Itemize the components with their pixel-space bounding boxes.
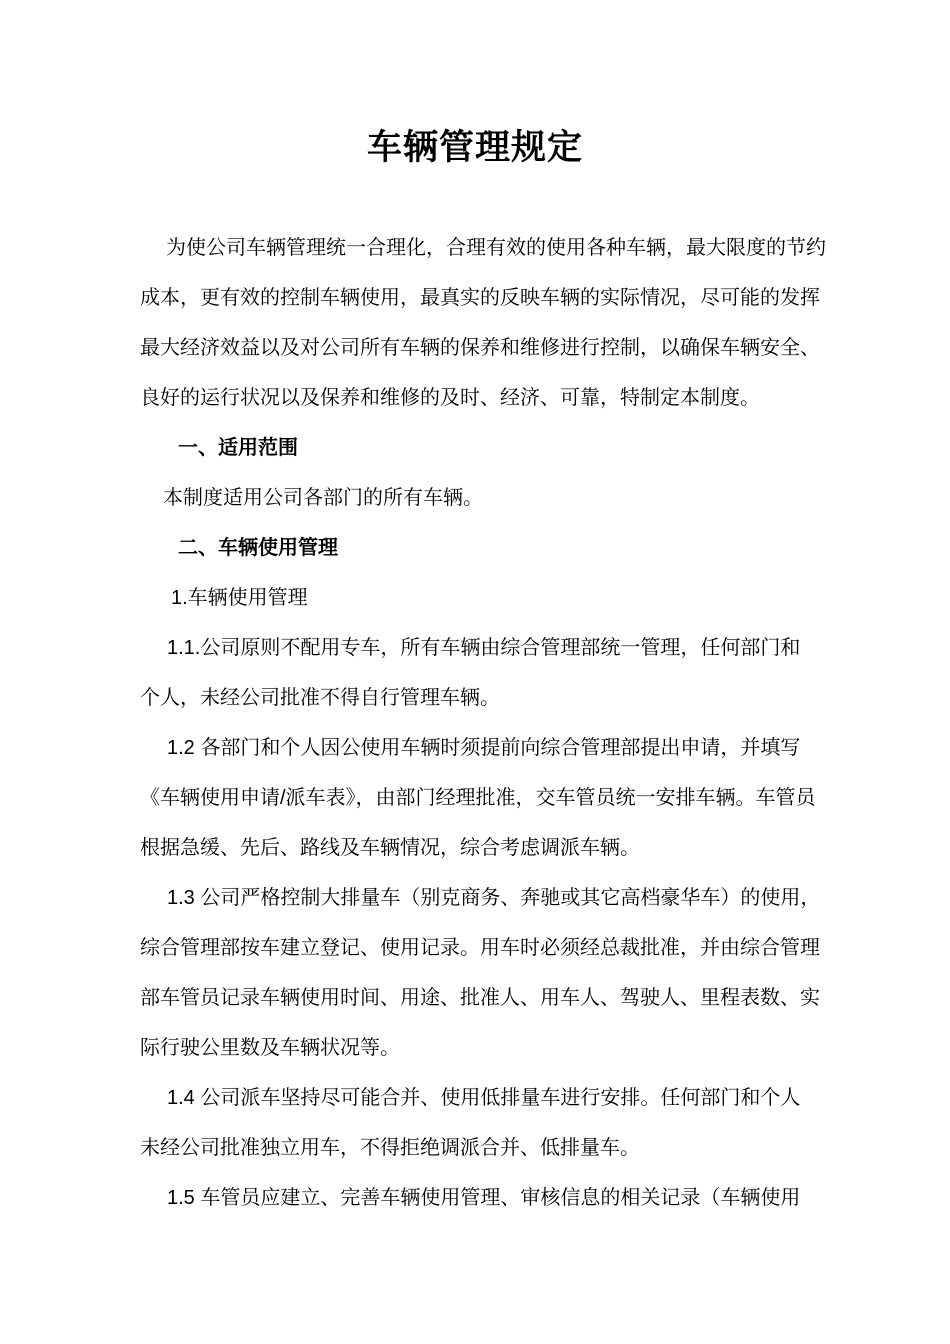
- text-line-14: 1.3 公司严格控制大排量车（别克商务、奔驰或其它高档豪华车）的使用，: [167, 887, 821, 909]
- text-line-3: 最大经济效益以及对公司所有车辆的保养和维修进行控制，以确保车辆安全、: [140, 337, 820, 359]
- document-body: [140, 223, 826, 1223]
- text-line-8: 1.车辆使用管理: [171, 587, 308, 609]
- text-line-19: 未经公司批准独立用车，不得拒绝调派合并、低排量车。: [140, 1137, 640, 1159]
- text-line-18: 1.4 公司派车坚持尽可能合并、使用低排量车进行安排。任何部门和个人: [167, 1087, 801, 1109]
- text-line-11: 1.2 各部门和个人因公使用车辆时须提前向综合管理部提出申请，并填写: [167, 737, 801, 759]
- text-line-12: 《车辆使用申请/派车表》，由部门经理批准，交车管员统一安排车辆。车管员: [140, 787, 816, 809]
- text-line-2: 成本，更有效的控制车辆使用，最真实的反映车辆的实际情况，尽可能的发挥: [140, 287, 820, 309]
- text-line-20: 1.5 车管员应建立、完善车辆使用管理、审核信息的相关记录（车辆使用: [167, 1187, 801, 1209]
- text-line-17: 际行驶公里数及车辆状况等。: [140, 1037, 400, 1059]
- text-line-9: 1.1.公司原则不配用专车，所有车辆由综合管理部统一管理，任何部门和: [167, 637, 801, 659]
- text-line-13: 根据急缓、先后、路线及车辆情况，综合考虑调派车辆。: [140, 837, 640, 859]
- text-line-4: 良好的运行状况以及保养和维修的及时、经济、可靠，特制定本制度。: [140, 387, 760, 409]
- text-line-7: 二、车辆使用管理: [178, 537, 338, 559]
- text-line-16: 部车管员记录车辆使用时间、用途、批准人、用车人、驾驶人、里程表数、实: [140, 987, 820, 1009]
- document-title: 车辆管理规定: [366, 128, 583, 167]
- text-line-15: 综合管理部按车建立登记、使用记录。用车时必须经总裁批准，并由综合管理: [140, 937, 820, 959]
- text-line-6: 本制度适用公司各部门的所有车辆。: [163, 487, 483, 509]
- text-line-1: 为使公司车辆管理统一合理化，合理有效的使用各种车辆，最大限度的节约: [166, 237, 826, 259]
- text-line-5: 一、适用范围: [178, 437, 298, 459]
- text-line-10: 个人，未经公司批准不得自行管理车辆。: [140, 687, 500, 709]
